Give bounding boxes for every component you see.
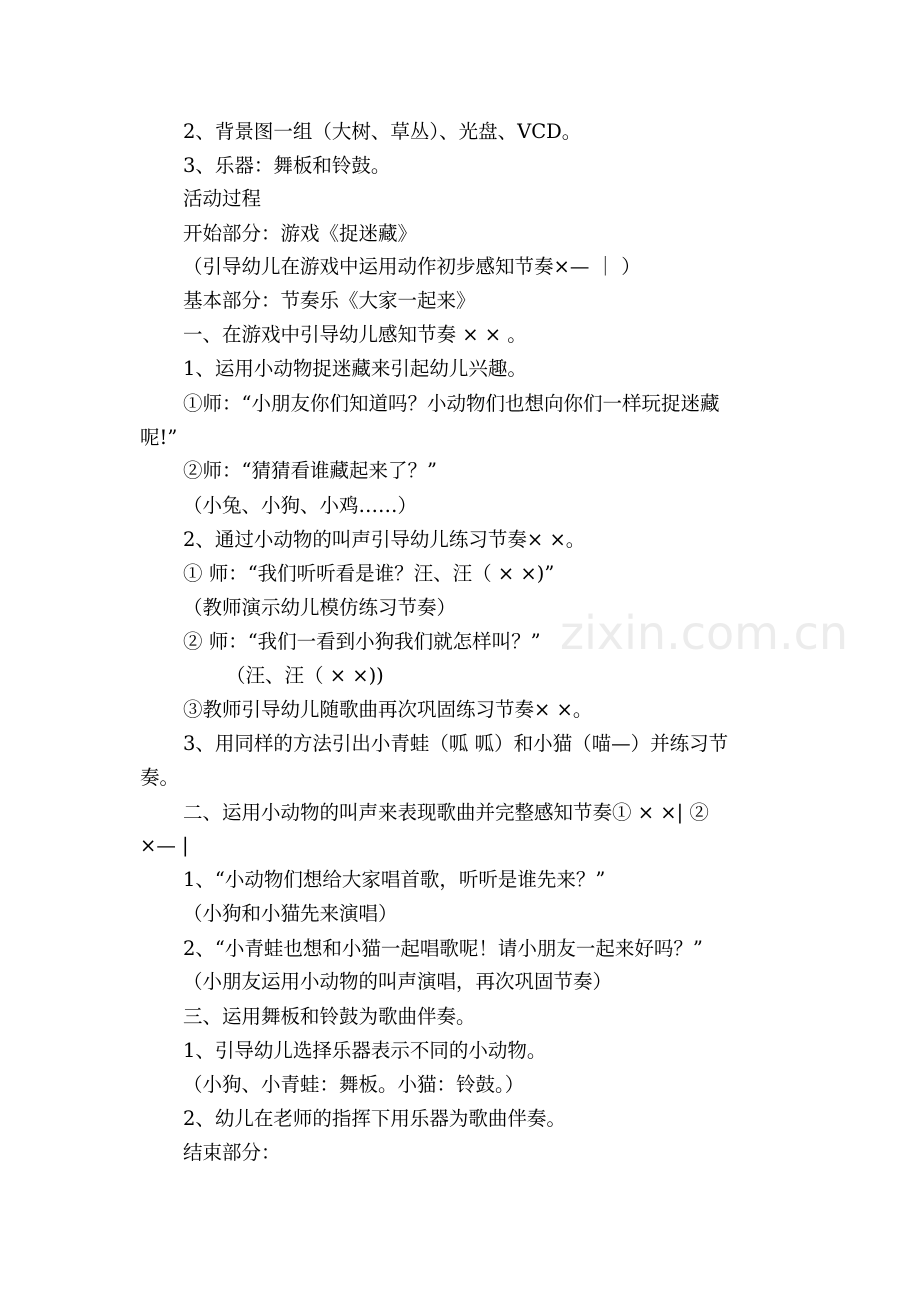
line-opening-part: 开始部分：游戏《捉迷藏》 xyxy=(183,222,418,245)
line-step-2-2-note: （小朋友运用小动物的叫声演唱，再次巩固节奏） xyxy=(183,970,613,993)
line-step-1-2: 2、通过小动物的叫声引导幼儿练习节奏× ×。 xyxy=(183,528,586,551)
line-materials-background: 2、背景图一组（大树、草丛）、光盘、VCD。 xyxy=(183,120,582,143)
line-section-three: 三、运用舞板和铃鼓为歌曲伴奏。 xyxy=(183,1005,476,1028)
line-step-1-3: 3、用同样的方法引出小青蛙（呱 呱）和小猫（喵—）并练习节 xyxy=(183,732,729,755)
line-materials-instruments: 3、乐器：舞板和铃鼓。 xyxy=(183,154,391,177)
line-section-two: 二、运用小动物的叫声来表现歌曲并完整感知节奏① × ×| ② xyxy=(183,801,709,824)
line-basic-part: 基本部分：节奏乐《大家一起来》 xyxy=(183,289,476,312)
line-step-3-2: 2、幼儿在老师的指挥下用乐器为歌曲伴奏。 xyxy=(183,1107,566,1130)
line-opening-note: （引导幼儿在游戏中运用动作初步感知节奏×— ｜ ） xyxy=(183,255,641,278)
line-dialogue-4: ② 师：“我们一看到小狗我们就怎样叫？” xyxy=(183,630,541,653)
line-step-2-1: 1、“小动物们想给大家唱首歌，听听是谁先来？” xyxy=(183,868,606,891)
line-step-3-1: 1、引导幼儿选择乐器表示不同的小动物。 xyxy=(183,1039,547,1062)
line-section-two-cont: ×— | xyxy=(140,834,189,857)
line-activity-process-heading: 活动过程 xyxy=(183,187,262,210)
line-ending-part: 结束部分： xyxy=(183,1141,281,1164)
line-step-1-3-cont: 奏。 xyxy=(140,766,180,789)
line-step-3-1-note: （小狗、小青蛙：舞板。小猫：铃鼓。） xyxy=(183,1073,525,1096)
line-dialogue-1-cont: 呢!” xyxy=(140,426,178,449)
line-dialogue-5: ③教师引导幼儿随歌曲再次巩固练习节奏× ×。 xyxy=(183,698,593,721)
watermark: zixin.com.cn xyxy=(560,606,849,660)
line-dialogue-4-answer: （汪、汪（ × ×)) xyxy=(226,664,384,687)
line-dialogue-1: ①师：“小朋友你们知道吗？小动物们也想向你们一样玩捉迷藏 xyxy=(183,392,720,415)
line-teacher-demo: （教师演示幼儿模仿练习节奏） xyxy=(183,596,457,619)
line-answer-animals: （小兔、小狗、小鸡……） xyxy=(183,494,418,517)
line-step-2-2: 2、“小青蛙也想和小猫一起唱歌呢！请小朋友一起来好吗？” xyxy=(183,937,703,960)
line-dialogue-2: ②师：“猜猜看谁藏起来了？” xyxy=(183,459,437,482)
line-step-2-1-note: （小狗和小猫先来演唱） xyxy=(183,902,398,925)
line-dialogue-3: ① 师：“我们听听看是谁？汪、汪（ × ×)” xyxy=(183,562,555,585)
line-section-one: 一、在游戏中引导幼儿感知节奏 × × 。 xyxy=(183,323,527,346)
line-step-1-1: 1、运用小动物捉迷藏来引起幼儿兴趣。 xyxy=(183,357,527,380)
